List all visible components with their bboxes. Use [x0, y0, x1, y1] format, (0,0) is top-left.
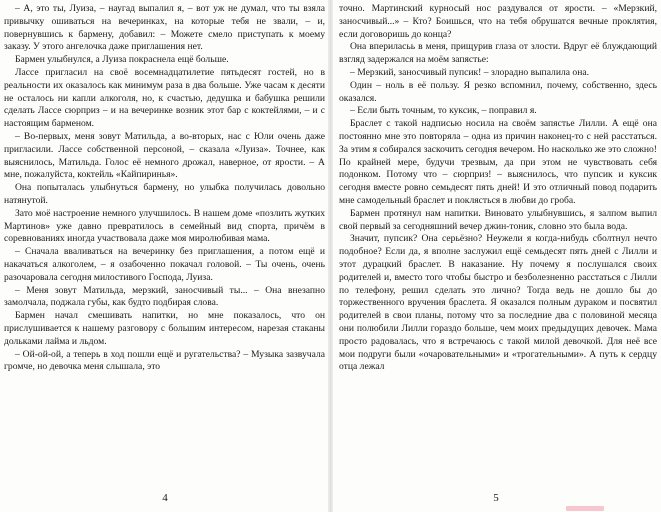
paragraph: Она впериласьь в меня, прищурив глаза от злости. Вдруг её блуждающий взгляд задержался на моём запястье:	[339, 41, 657, 66]
paragraph: Бармен начал смешивать напитки, но мне показалось, что он прислушивается к нашему разговору с большим интересом, нарезая стаканы дольками лайма и льдом.	[4, 310, 325, 347]
left-page	[0, 0, 330, 512]
paragraph: Значит, пупсик? Она серьёзно? Неужели я когда-нибудь сболтнул нечто подобное? Если да, я вполне заслужил ещё семьдесят пять дней с Лилли и этот дурацкий браслет. В наказание. Ну почему я послушался своих родителей и, вместо того чтобы быстро и безболезненно расстаться с Лилли по телефону, решил сделать это лично? Тогда ведь не дошло бы до торжественного вручения браслета. Я оказался полным дураком и посвятил родителей в свои планы, потому что за последние два с половиной месяца они полюбили Лилли гораздо больше, чем моих предыдущих девочек. Мама просто радовалась, что я встречаюсь с такой милой девочкой. Для неё все мои подруги были «очаровательными» и «трогательными». А путь к сердцу отца лежал	[339, 233, 657, 373]
paragraph: Один – ноль в её пользу. Я резко вспомнил, почему, собственно, здесь оказался.	[339, 79, 657, 104]
page-number: 5	[493, 492, 499, 504]
paragraph: Браслет с такой надписью носила на своём запястье Лилли. А ещё она постоянно мне это повторяла – одна из причин наконец-то с ней расстаться. За этим я собирался заскочить сегодня вечером. Но насколько же это сложно! По крайней мере, будучи трезвым, да при этом не чувствовать себя подонком. Потому что – сюрприз! – выяснилось, что пупсик и куксик сегодня вместе ровно семьдесят пять дней! И это отличный повод подарить мне самодельный браслет и поклясться в любви до гроба.	[339, 118, 657, 206]
paragraph: Бармен улыбнулся, а Луиза покраснела ещё больше.	[15, 54, 229, 66]
left-page-text	[4, 3, 325, 374]
paragraph: – Сначала вваливаться на вечеринку без приглашения, а потом ещё и накачаться алкоголем, – я озабоченно покачал головой. – Ты очень, очень разочаровала сегодня милостивого Господа, Луиза.	[4, 246, 325, 283]
right-page	[331, 0, 661, 512]
paragraph: – А, это ты, Луиза, – наугад выпалил я, – вот уж не думал, что ты взяла привычку ошиваться на вечеринках, на которые тебя не звали, – и, повернувшись к бармену, добавил: – Можете смело приступать к моему заказу. У этого ангелочка даже приглашения нет.	[4, 3, 325, 53]
page-number: 4	[162, 492, 168, 504]
paragraph: – Если быть точным, то куксик, – поправил я.	[350, 105, 537, 117]
paragraph: – Во-первых, меня зовут Матильда, а во-вторых, нас с Юли очень даже пригласили. Лассе собственной персоной, – сказала «Луиза». Точнее, как выяснилось, Матильда. Голос её немного дрожал, наверное, от ярости. – А мне, пожалуйста, коктейль «Кайпиринья».	[4, 130, 325, 181]
paragraph: – Мерзкий, заносчивый пупсик! – злорадно выпалила она.	[350, 66, 589, 78]
paragraph: – Меня зовут Матильда, мерзкий, заносчивый ты... – Она внезапно замолчала, поджала губы, как будто подбирая слова.	[4, 284, 325, 309]
paragraph: Она попыталась улыбнуться бармену, но улыбка получилась довольно натянутой.	[4, 182, 325, 206]
highlight-mark	[566, 506, 604, 511]
paragraph: Лассе пригласил на своё восемнадцатилетие пятьдесят гостей, но в реальности их оказалось как минимум раза в два больше. Уже часам к десяти не осталось ни капли алкоголя, но, к счастью, дедушка и бабушка решили сделать Лассе сюрприз – и на вечеринке возник этот бар с коктейлями, – и с настоящим барменом.	[4, 66, 325, 130]
paragraph: Бармен протянул нам напитки. Виновато улыбнувшись, я залпом выпил свой первый за сегодняшний вечер джин-тоник, словно это была вода.	[339, 207, 657, 232]
paragraph: Зато моё настроение немного улучшилось. В нашем доме «позлить жутких Мартинов» уже давно превратилось в семейный вид спорта, причём в соревнованиях иногда участвовала даже моя миролюбивая мама.	[4, 207, 325, 245]
paragraph: точно. Мартинский курносый нос раздувался от ярости. – «Мерзкий, заносчивый...» – Кто? Боишься, что на тебя обрушатся вечные проклятия, если договоришь до конца?	[339, 3, 657, 40]
right-page-text	[339, 3, 657, 374]
paragraph: – Ой-ой-ой, а теперь в ход пошли ещё и ругательства? – Музыка зазвучала громче, но девочка меня слышала, это	[4, 348, 325, 373]
